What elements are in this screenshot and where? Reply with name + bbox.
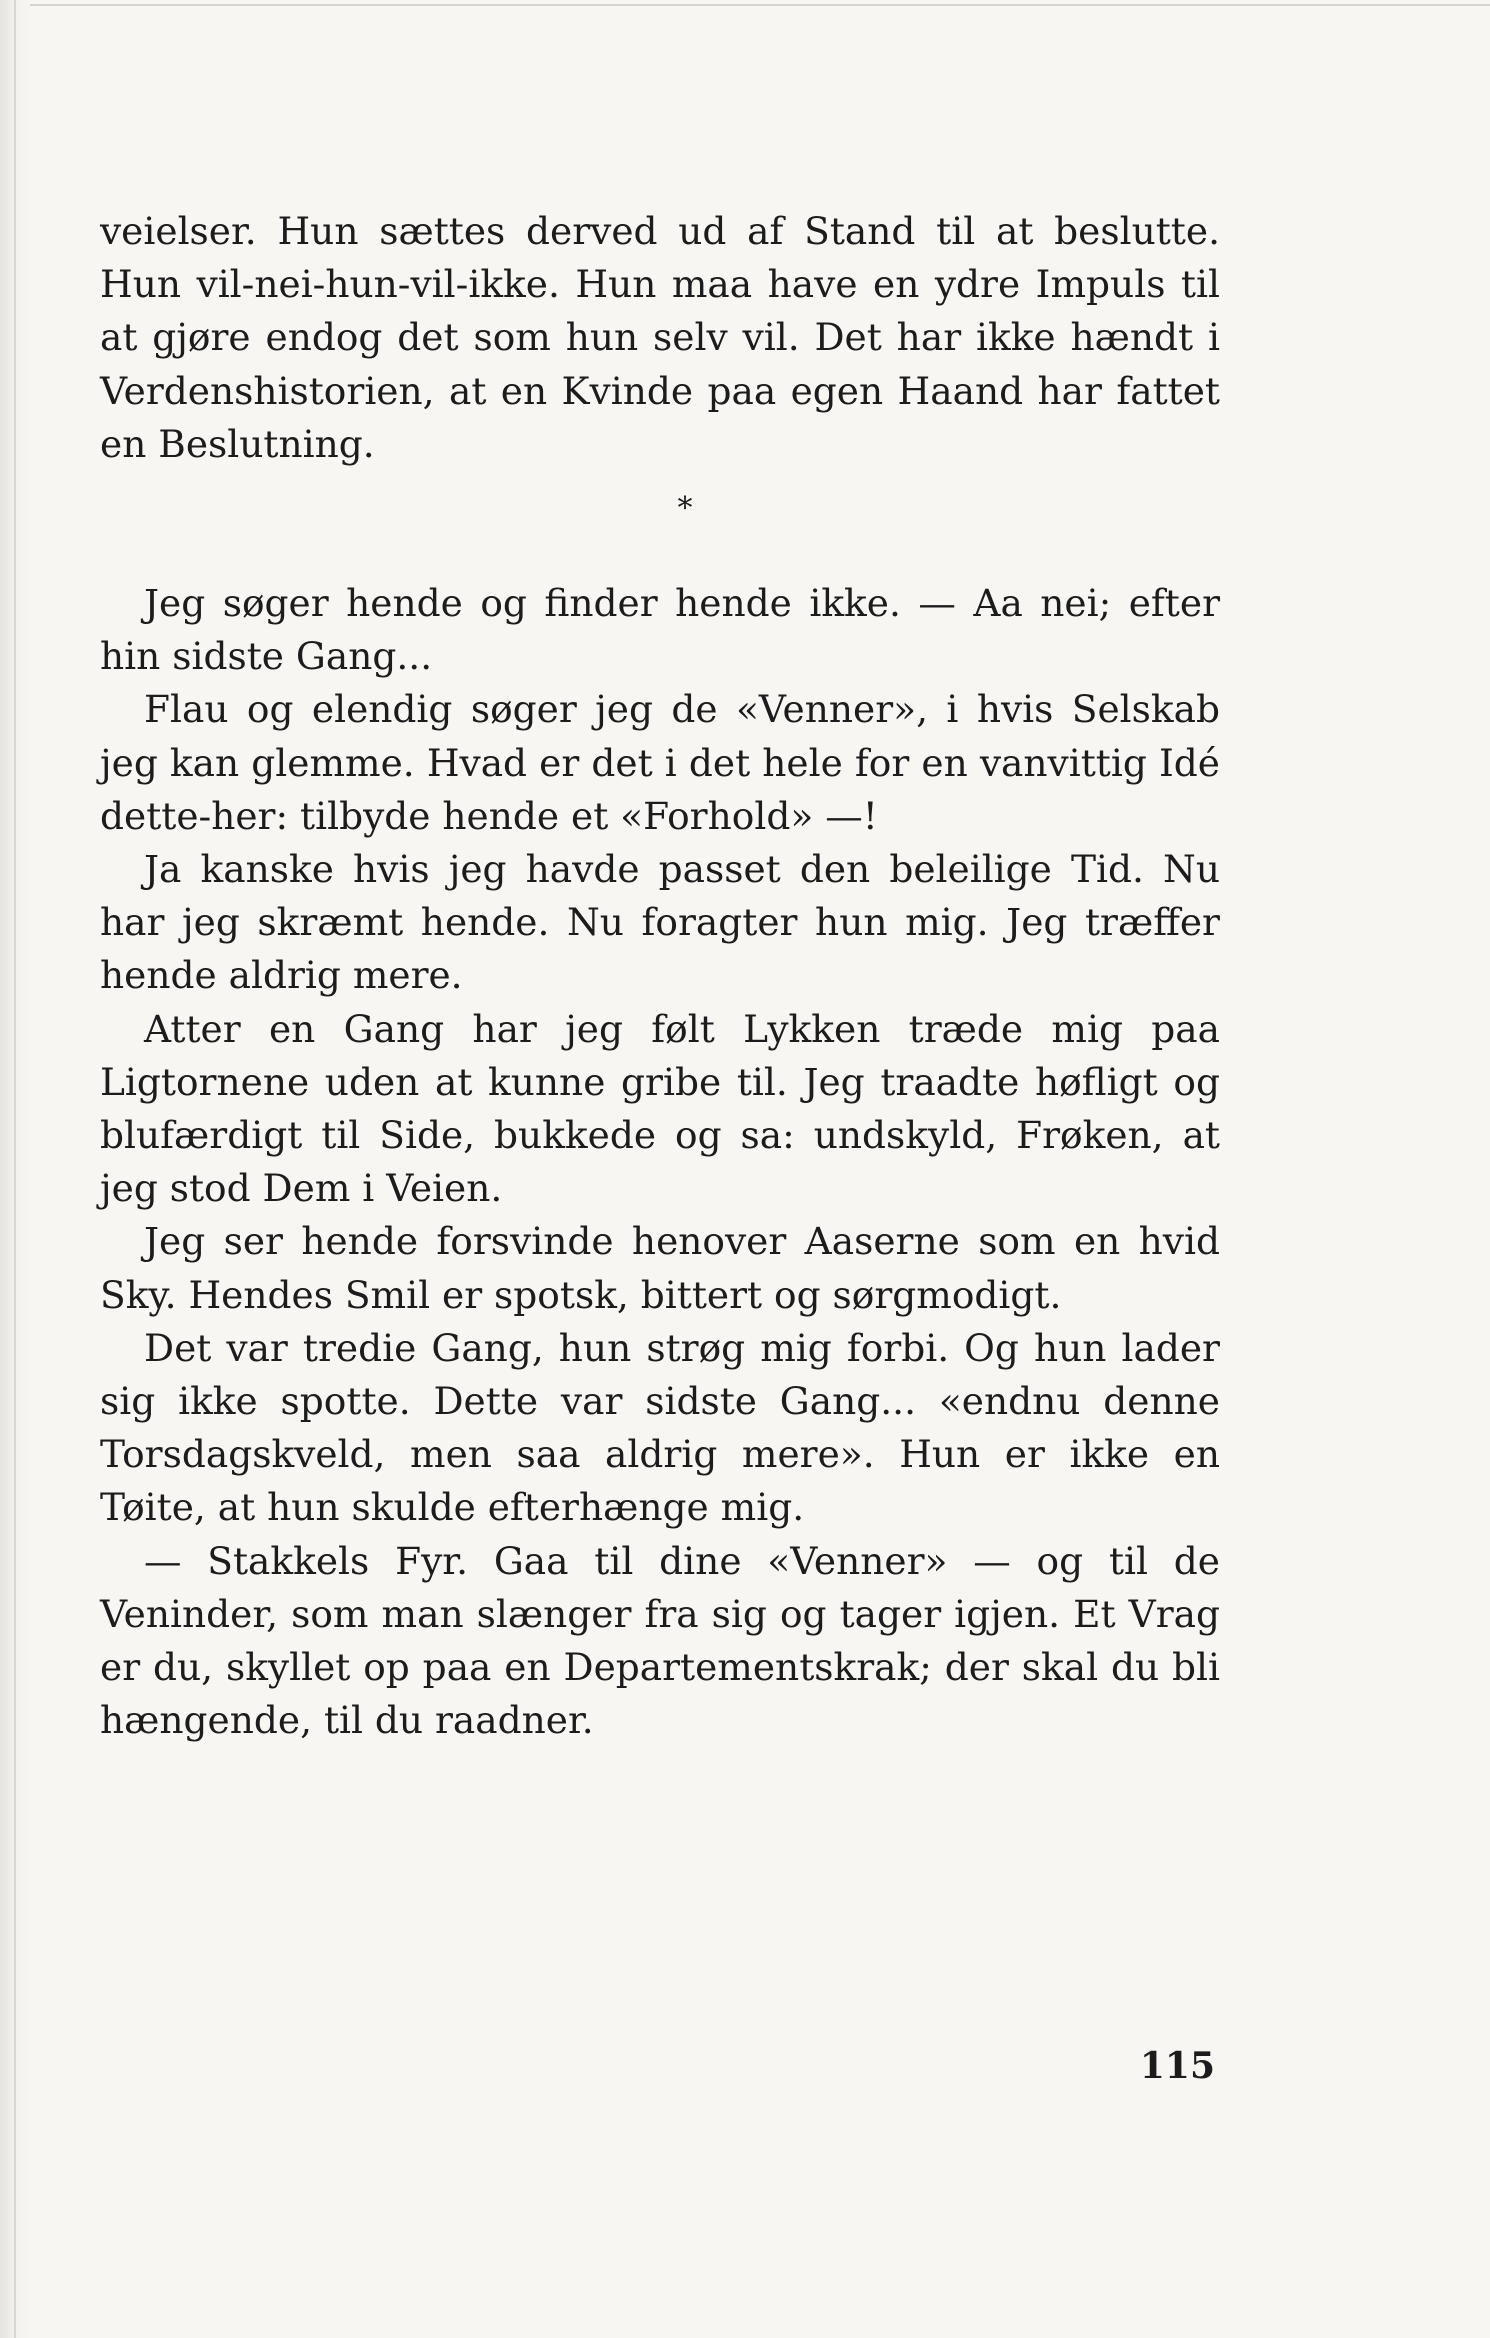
- section-separator-asterisk: *: [677, 491, 693, 527]
- page-text-body: [100, 205, 1220, 1747]
- paragraph: Jeg ser hende forsvinde henover Aaserne som en hvid Sky. Hendes Smil er spotsk, bittert og sørgmodigt.: [100, 1219, 1220, 1317]
- paragraph: Atter en Gang har jeg følt Lykken træde mig paa Ligtornene uden at kunne gribe til. Jeg traadte høfligt og blufærdigt til Side, bukkede og sa: undskyld, Frøken, at jeg stod Dem i Veien.: [100, 1006, 1220, 1211]
- page-number: 115: [1139, 2045, 1215, 2087]
- paragraph: — Stakkels Fyr. Gaa til dine «Venner» — og til de Veninder, som man slænger fra sig og tager igjen. Et Vrag er du, skyllet op paa en Departementskrak; der skal du bli hængende, til du raadner.: [100, 1538, 1220, 1743]
- paragraph: Flau og elendig søger jeg de «Venner», i hvis Selskab jeg kan glemme. Hvad er det i det hele for en vanvittig Idé dette-her: tilbyde hende et «Forhold» —!: [100, 687, 1220, 838]
- page-binding-line: [14, 0, 16, 2338]
- paragraph-continued: veielser. Hun sættes derved ud af Stand til at beslutte. Hun vil-nei-hun-vil-ikke. Hun maa have en ydre Impuls til at gjøre endog det som hun selv vil. Det har ikke hændt i Verdenshistorien, at en Kvinde paa egen Haand har fattet en Beslutning.: [100, 209, 1220, 466]
- paragraph: Jeg søger hende og finder hende ikke. — Aa nei; efter hin sidste Gang...: [100, 581, 1220, 679]
- paragraph: Ja kanske hvis jeg havde passet den beleilige Tid. Nu har jeg skræmt hende. Nu foragter hun mig. Jeg træffer hende aldrig mere.: [100, 847, 1220, 998]
- page-top-edge: [30, 4, 1490, 6]
- paragraph: Det var tredie Gang, hun strøg mig forbi. Og hun lader sig ikke spotte. Dette var sidste Gang... «endnu denne Torsdagskveld, men saa aldrig mere». Hun er ikke en Tøite, at hun skulde efterhænge mig.: [100, 1325, 1220, 1530]
